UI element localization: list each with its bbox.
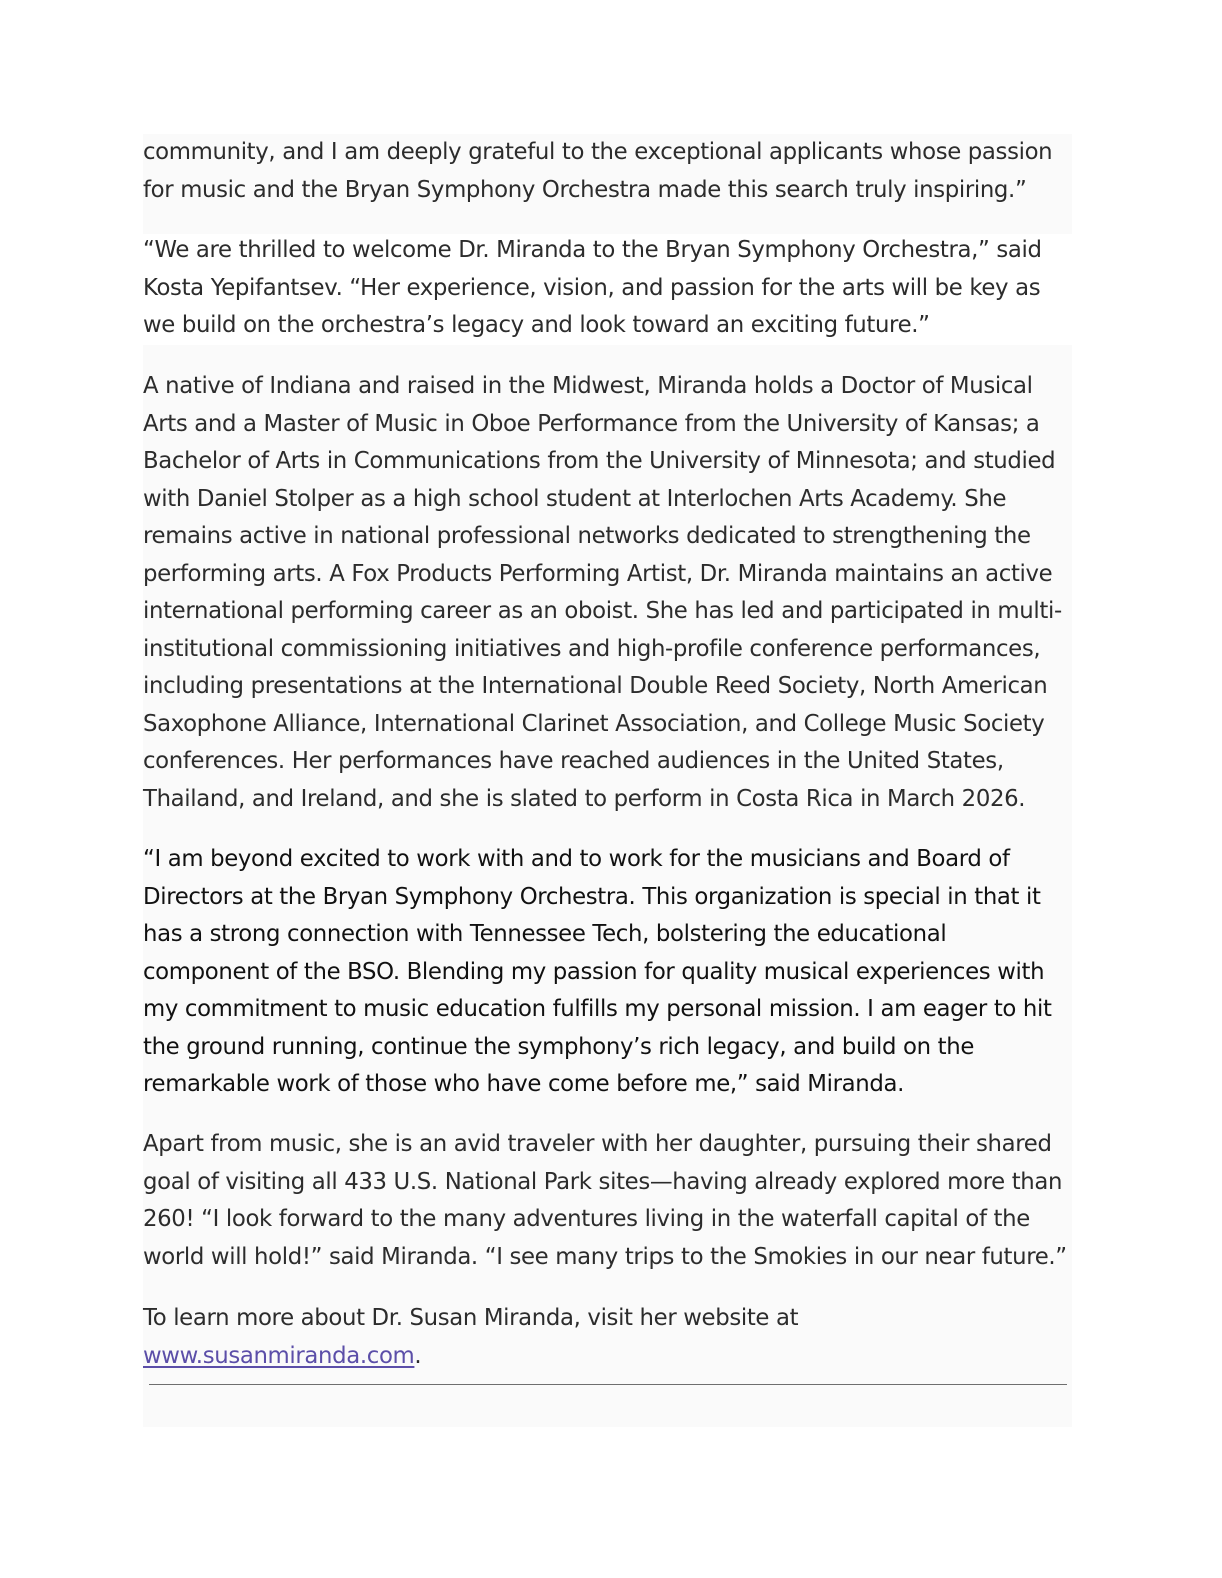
paragraph-personal-interests: Apart from music, she is an avid traveler with her daughter, pursuing their shared goal of visiting all 433 U.S. National Park sites—having already explored more than 260! “I look forward to the many adventures living in the waterfall capital of the world will hold!” said Miranda. “I see many trips to the Smokies in our near future.” — [143, 1131, 1067, 1270]
closing-suffix-text: . — [414, 1342, 422, 1369]
website-link[interactable]: www.susanmiranda.com — [143, 1342, 415, 1369]
paragraph-website-closing — [143, 1300, 1078, 1375]
closing-prefix-text: To learn more about Dr. Susan Miranda, visit her website at — [143, 1305, 799, 1331]
paragraph-miranda-quote: “I am beyond excited to work with and to work for the musicians and Board of Directors at the Bryan Symphony Orchestra. This organization is special in that it has a strong connection with Tennessee Tech, bolstering the educational component of the BSO. Blending my passion for quality musical experiences with my commitment to music education fulfills my personal mission. I am eager to hit the ground running, continue the symphony’s rich legacy, and build on the remarkable work of those who have come before me,” said Miranda. — [143, 846, 1052, 1097]
paragraph-biography: A native of Indiana and raised in the Midwest, Miranda holds a Doctor of Musical Arts and a Master of Music in Oboe Performance from the University of Kansas; a Bachelor of Arts in Communications from the University of Minnesota; and studied with Daniel Stolper as a high school student at Interlochen Arts Academy. She remains active in national professional networks dedicated to strengthening the performing arts. A Fox Products Performing Artist, Dr. Miranda maintains an active international performing career as an oboist. She has led and participated in multi-institutional commissioning initiatives and high-profile conference performances, including presentations at the International Double Reed Society, North American Saxophone Alliance, International Clarinet Association, and College Music Society conferences. Her performances have reached audiences in the United States, Thailand, and Ireland, and she is slated to perform in Costa Rica in March 2026. — [143, 373, 1062, 812]
horizontal-rule-divider — [149, 1384, 1067, 1385]
paragraph-board-quote: “We are thrilled to welcome Dr. Miranda to the Bryan Symphony Orchestra,” said Kosta Yepifantsev. “Her experience, vision, and passion for the arts will be key as we build on the orchestra’s legacy and look toward an exciting future.” — [143, 237, 1042, 338]
paragraph-applicants-closing: community, and I am deeply grateful to the exceptional applicants whose passion for music and the Bryan Symphony Orchestra made this search truly inspiring.” — [143, 139, 1053, 203]
